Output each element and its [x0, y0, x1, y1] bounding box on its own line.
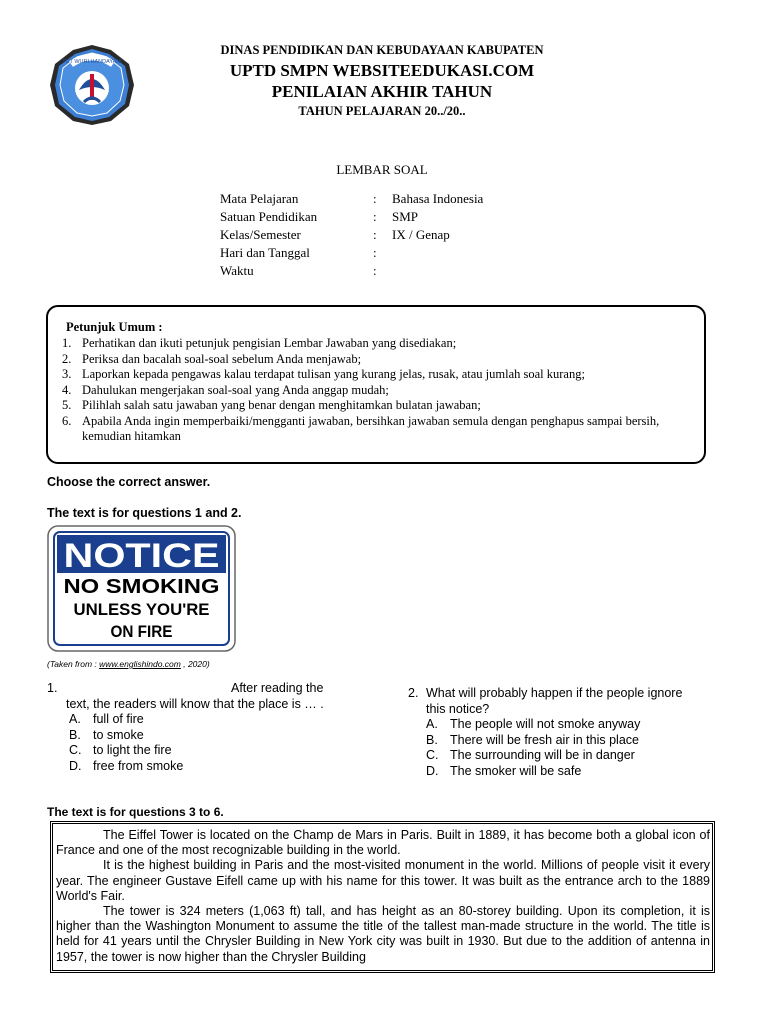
- question-stem-continued: this notice?: [426, 701, 490, 716]
- question-2: [408, 686, 728, 779]
- option-letter: D.: [426, 763, 439, 778]
- answer-option[interactable]: [69, 743, 387, 759]
- subject-info: [220, 190, 483, 280]
- option-text: full of fire: [93, 712, 144, 726]
- info-row: [220, 190, 483, 208]
- info-colon: :: [373, 191, 377, 206]
- info-row: [220, 244, 483, 262]
- instruction-item: [62, 336, 704, 352]
- passage-paragraph: The tower is 324 meters (1,063 ft) tall, and has height as an 80-storey building. Upon its completion, it is higher than the Washington Monument to assume the title of the tallest man-made structure in the world. The title is held for 41 years until the Chrysler Building in New York city was built in 1930. But due to the addition of antenna in 1957, the tower is now higher than the Chrysler Building: [56, 904, 710, 964]
- answer-option[interactable]: [426, 733, 728, 749]
- info-row: [220, 226, 483, 244]
- header-agency: DINAS PENDIDIKAN DAN KEBUDAYAAN KABUPATEN: [220, 43, 544, 57]
- source-suffix: , 2020): [180, 659, 210, 669]
- instruction-item: [62, 367, 704, 383]
- info-row: [220, 208, 483, 226]
- info-value: SMP: [392, 209, 419, 224]
- text-for-questions-3-6: The text is for questions 3 to 6.: [47, 805, 224, 819]
- instruction-item: [62, 398, 704, 414]
- option-text: The smoker will be safe: [450, 763, 582, 778]
- answer-option[interactable]: [69, 759, 387, 775]
- info-label: Hari dan Tanggal: [220, 245, 310, 260]
- instruction-number: 5.: [62, 398, 72, 412]
- option-text: The people will not smoke anyway: [450, 717, 641, 731]
- instruction-text: Laporkan kepada pengawas kalau terdapat tulisan yang kurang jelas, rusak, atau jumlah soal kurang;: [82, 367, 585, 381]
- answer-option[interactable]: [426, 764, 728, 780]
- info-colon: :: [373, 227, 377, 242]
- option-letter: D.: [69, 758, 82, 773]
- option-letter: B.: [69, 727, 81, 742]
- question-stem: What will probably happen if the people ignore: [426, 686, 683, 700]
- eiffel-tower-passage: [56, 828, 710, 965]
- header-school: UPTD SMPN WEBSITEEDUKASI.COM: [229, 61, 535, 80]
- option-text: free from smoke: [93, 758, 184, 773]
- info-row: [220, 262, 483, 280]
- instructions-title: Petunjuk Umum :: [66, 320, 163, 334]
- instruction-number: 6.: [62, 413, 72, 428]
- option-text: The surrounding will be in danger: [450, 748, 635, 762]
- instruction-text: Pilihlah salah satu jawaban yang benar dengan menghitamkan bulatan jawaban;: [82, 398, 481, 412]
- info-label: Waktu: [220, 263, 254, 278]
- question-number: 1.: [47, 681, 58, 695]
- instruction-item: [62, 383, 704, 399]
- notice-no-smoking: NO SMOKING: [63, 576, 220, 598]
- info-value: IX / Genap: [392, 227, 450, 242]
- question-1: [47, 681, 387, 774]
- info-label: Mata Pelajaran: [220, 191, 299, 206]
- option-text: to light the fire: [93, 743, 172, 757]
- answer-option[interactable]: [69, 712, 387, 728]
- question-stem: After reading the: [231, 681, 324, 695]
- info-label: Satuan Pendidikan: [220, 209, 318, 224]
- passage-paragraph: It is the highest building in Paris and the most-visited monument in the world. Millions of people visit it every year. The engineer Gustave Eifell came up with his name for this tower. It was built as the entrance arch to the 1889 World's Fair.: [56, 858, 710, 903]
- header-exam-title: PENILAIAN AKHIR TAHUN: [271, 82, 493, 101]
- instruction-text: Perhatikan dan ikuti petunjuk pengisian Lembar Jawaban yang disediakan;: [82, 336, 457, 350]
- logo-motto-text: TUT WURI HANDAYANI: [62, 59, 122, 65]
- passage-paragraph: The Eiffel Tower is located on the Champ de Mars in Paris. Built in 1889, it has become both a global icon of France and one of the most recognizable building in the world.: [56, 828, 710, 858]
- instruction-number: 1.: [62, 336, 72, 350]
- text-for-questions-1-2: The text is for questions 1 and 2.: [47, 506, 242, 520]
- answer-option[interactable]: [426, 748, 728, 764]
- tut-wuri-handayani-logo: [49, 44, 135, 126]
- info-colon: :: [373, 263, 377, 278]
- info-label: Kelas/Semester: [220, 227, 301, 242]
- option-letter: A.: [69, 712, 81, 726]
- instruction-item: [62, 414, 704, 445]
- answer-option[interactable]: [69, 728, 387, 744]
- question-number: 2.: [408, 686, 419, 700]
- info-value: Bahasa Indonesia: [392, 191, 484, 206]
- option-letter: B.: [426, 732, 438, 747]
- instruction-number: 4.: [62, 382, 72, 397]
- source-link[interactable]: www.englishindo.com: [99, 659, 181, 669]
- source-prefix: (Taken from :: [47, 659, 100, 669]
- option-text: to smoke: [93, 727, 144, 742]
- instruction-text: Apabila Anda ingin memperbaiki/mengganti jawaban, bersihkan jawaban semula dengan penghapus sampai bersih, kemudian hitamkan: [82, 413, 660, 443]
- instruction-item: [62, 352, 704, 368]
- info-colon: :: [373, 245, 377, 260]
- question-stem-continued: text, the readers will know that the place is … .: [66, 696, 324, 711]
- option-text: There will be fresh air in this place: [450, 732, 639, 747]
- info-colon: :: [373, 209, 377, 224]
- answer-option[interactable]: [426, 717, 728, 733]
- choose-instruction: Choose the correct answer.: [47, 475, 211, 489]
- image-source: [47, 659, 210, 669]
- option-letter: A.: [426, 717, 438, 731]
- instruction-text: Periksa dan bacalah soal-soal sebelum Anda menjawab;: [82, 351, 362, 366]
- instruction-number: 3.: [62, 367, 72, 381]
- notice-on-fire: ON FIRE: [110, 622, 173, 641]
- option-letter: C.: [69, 743, 82, 757]
- instruction-text: Dahulukan mengerjakan soal-soal yang Anda anggap mudah;: [82, 382, 389, 397]
- option-letter: C.: [426, 748, 439, 762]
- sheet-title: LEMBAR SOAL: [336, 162, 428, 177]
- instruction-number: 2.: [62, 351, 72, 366]
- notice-heading: NOTICE: [63, 537, 220, 575]
- header-academic-year: TAHUN PELAJARAN 20../20..: [298, 104, 466, 118]
- notice-unless: UNLESS YOU'RE: [73, 600, 210, 619]
- instructions-list: [62, 336, 704, 445]
- no-smoking-notice-sign: [47, 525, 236, 652]
